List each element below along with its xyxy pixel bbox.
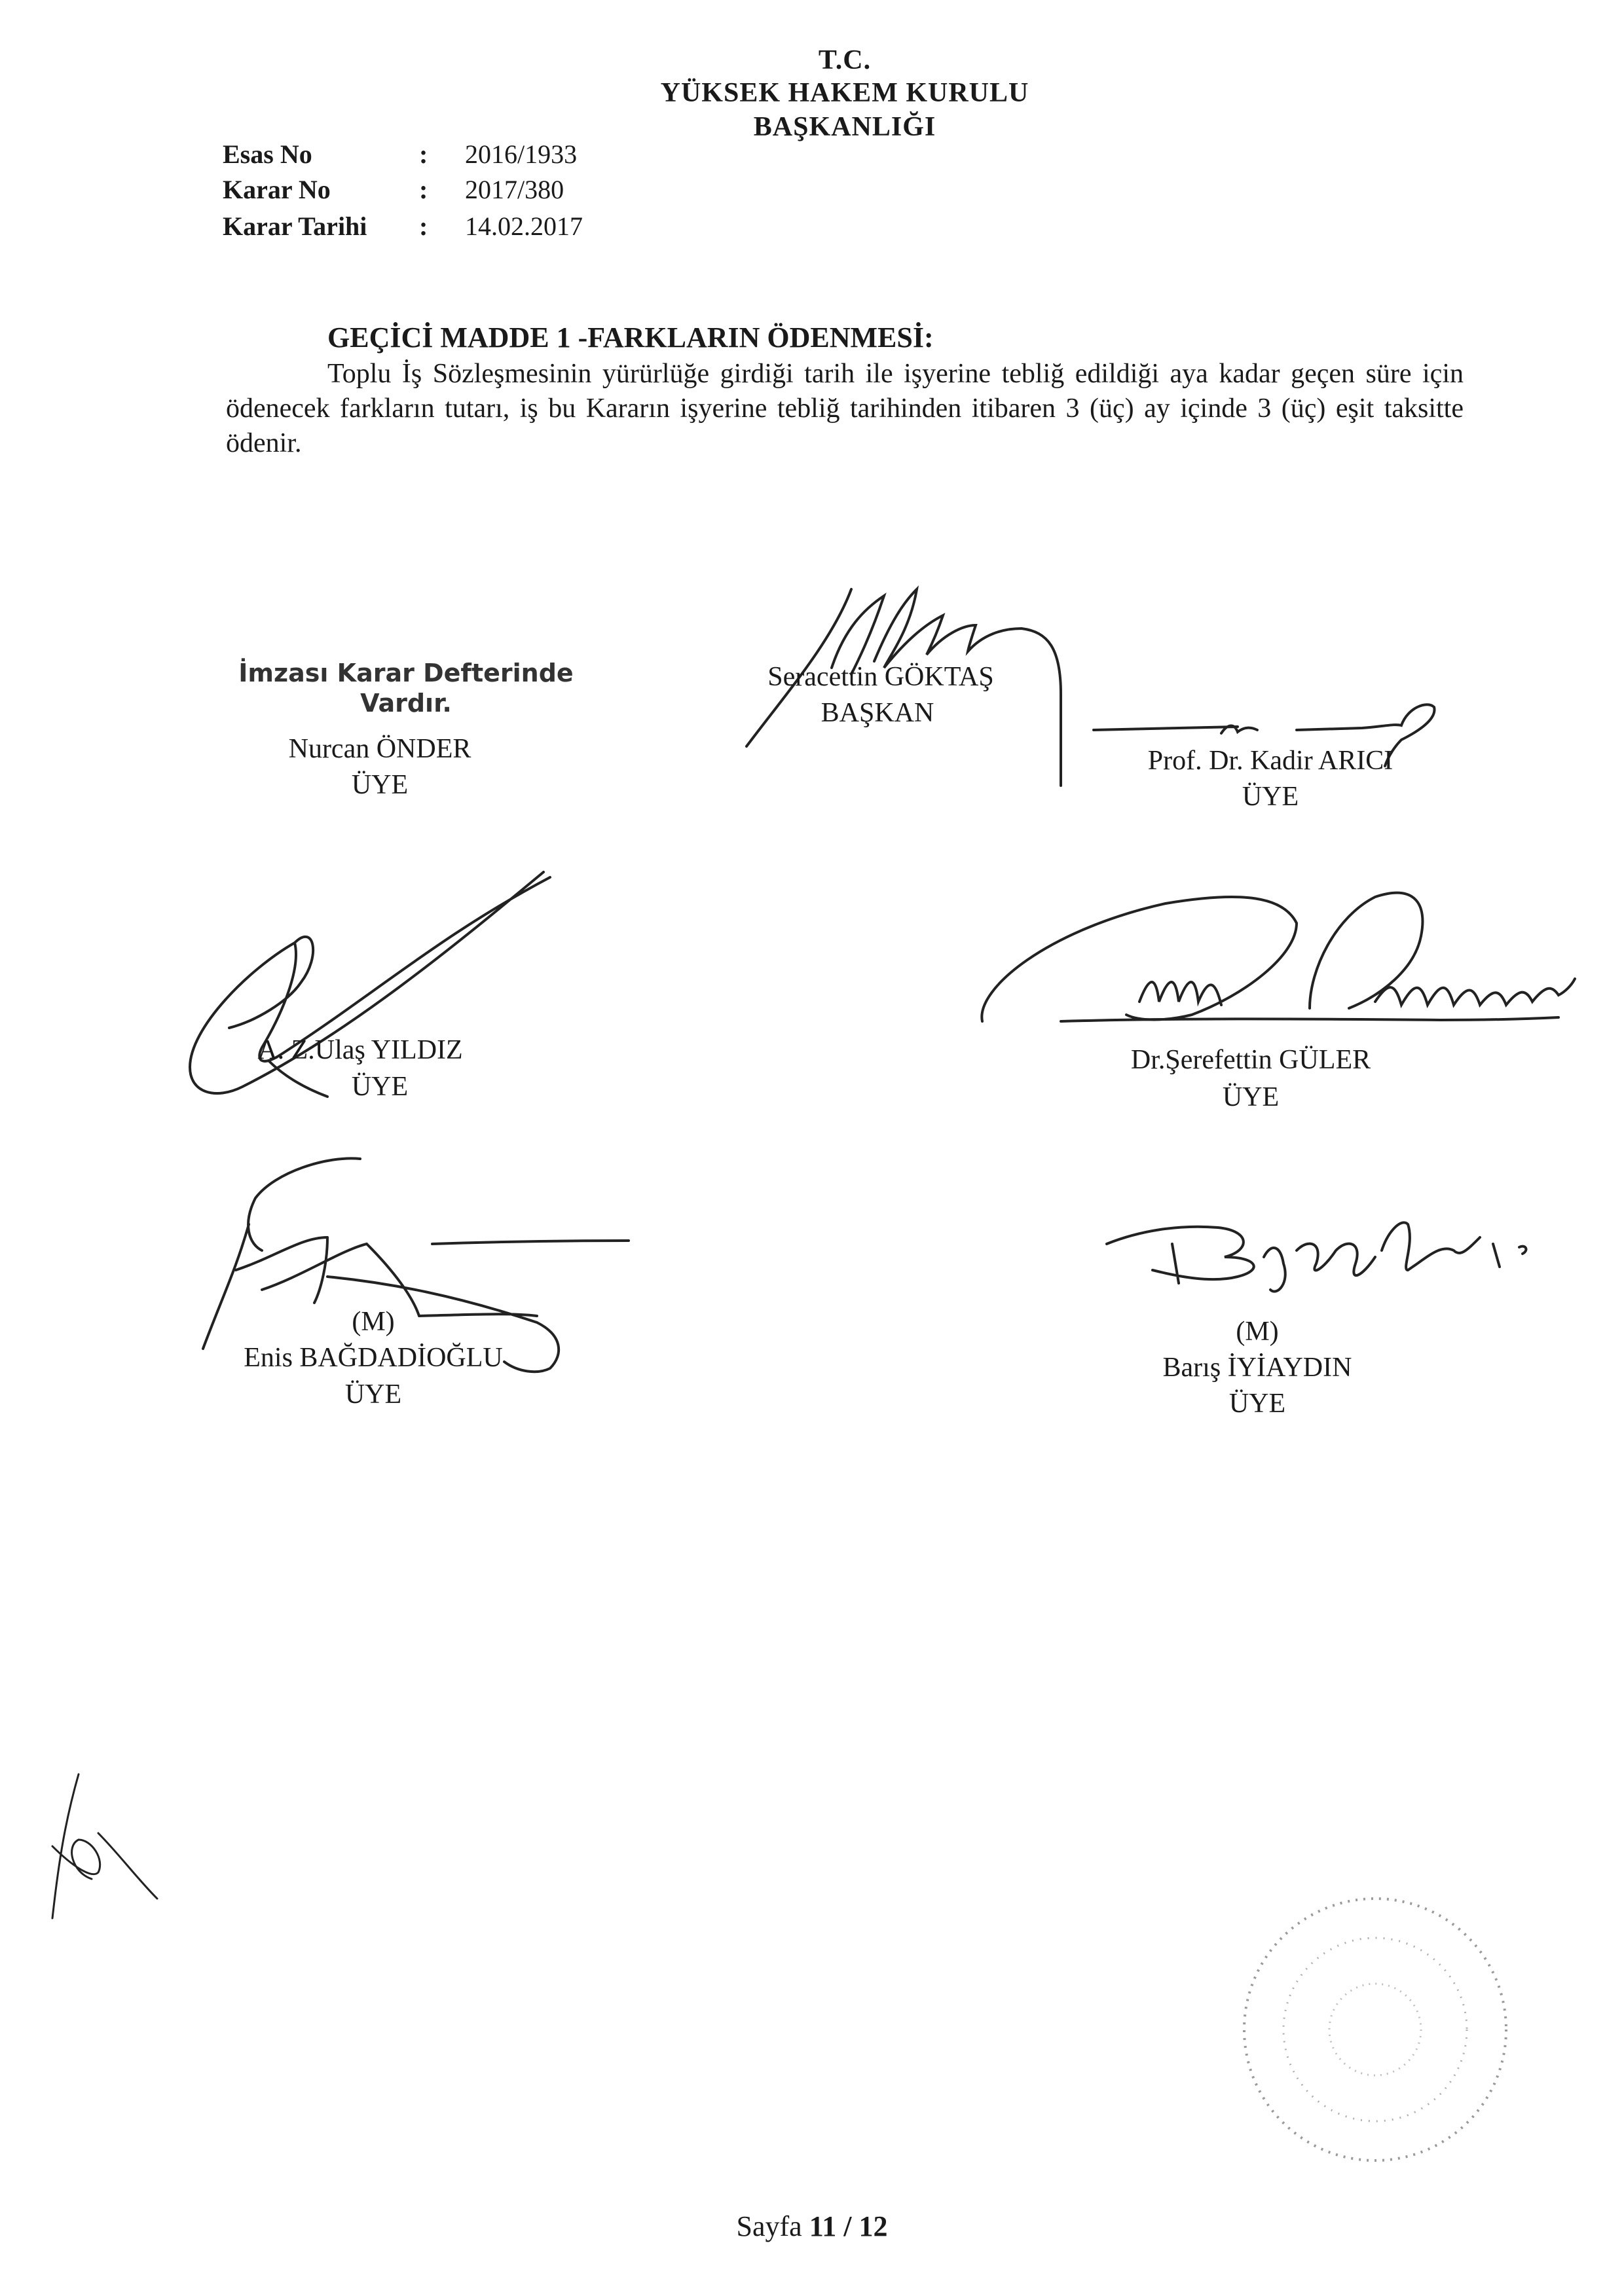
article-title: GEÇİCİ MADDE 1 -FARKLARIN ÖDENMESİ:: [327, 321, 934, 354]
stamp-line-2: Vardır.: [360, 689, 452, 718]
iyiaydin-role: ÜYE: [1228, 1389, 1286, 1419]
karar-label: Karar No: [223, 175, 331, 204]
guler-role: ÜYE: [1222, 1082, 1280, 1112]
tarih-value: 14.02.2017: [465, 211, 583, 241]
stamp-line-1: İmzası Karar Defterinde: [238, 659, 574, 687]
iyiaydin-name: Barış İYİAYDIN: [1162, 1353, 1352, 1383]
karar-row: [223, 174, 564, 205]
signature-stamp: [236, 658, 576, 718]
esas-label: Esas No: [223, 139, 312, 169]
iyiaydin-note: (M): [1236, 1317, 1279, 1347]
initials-mark-icon: [39, 1768, 170, 1925]
bagdadioglu-name: Enis BAĞDADİOĞLU: [244, 1343, 503, 1373]
page-footer: [0, 2210, 1624, 2243]
karar-value: 2017/380: [465, 175, 564, 204]
header-office: BAŞKANLIĞI: [753, 112, 936, 142]
seal-stamp-icon: [1231, 1886, 1519, 2174]
onder-name: Nurcan ÖNDER: [288, 734, 471, 764]
page-current: 11: [809, 2210, 837, 2242]
article-body: [226, 357, 1464, 461]
guler-name: Dr.Şerefettin GÜLER: [1130, 1045, 1371, 1075]
page-label: Sayfa: [736, 2210, 802, 2242]
esas-separator: :: [419, 139, 428, 169]
header-country: T.C.: [818, 45, 872, 75]
yildiz-role: ÜYE: [351, 1072, 409, 1102]
article-text: Toplu İş Sözleşmesinin yürürlüğe girdiği tarih ile işyerine tebliğ edildiği aya kadar geçen süre için ödenecek farkların tutarı, iş bu Kararın işyerine tebliğ tarihinden itibaren 3 (üç) ay içinde 3 (üç) eşit taksitte ödenir.: [226, 359, 1464, 458]
tarih-label: Karar Tarihi: [223, 211, 367, 241]
page-total: 12: [858, 2210, 888, 2242]
arici-name: Prof. Dr. Kadir ARICI: [1147, 746, 1393, 776]
arici-role: ÜYE: [1242, 782, 1299, 812]
karar-separator: :: [419, 175, 428, 204]
onder-role: ÜYE: [351, 770, 409, 800]
bagdadioglu-note: (M): [352, 1307, 395, 1337]
iyiaydin-signature-icon: [1100, 1205, 1532, 1296]
goktas-name: Seracettin GÖKTAŞ: [767, 662, 994, 692]
bagdadioglu-signature-icon: [196, 1139, 655, 1375]
tarih-separator: :: [419, 211, 428, 241]
bagdadioglu-role: ÜYE: [344, 1379, 402, 1410]
goktas-role: BAŞKAN: [821, 698, 934, 728]
esas-value: 2016/1933: [465, 139, 578, 169]
guler-signature-icon: [969, 871, 1585, 1061]
page-separator: /: [843, 2210, 852, 2242]
esas-row: [223, 139, 577, 170]
yildiz-name: A. Z.Ulaş YILDIZ: [257, 1035, 463, 1065]
header-institution: YÜKSEK HAKEM KURULU: [660, 78, 1029, 108]
tarih-row: [223, 211, 583, 242]
